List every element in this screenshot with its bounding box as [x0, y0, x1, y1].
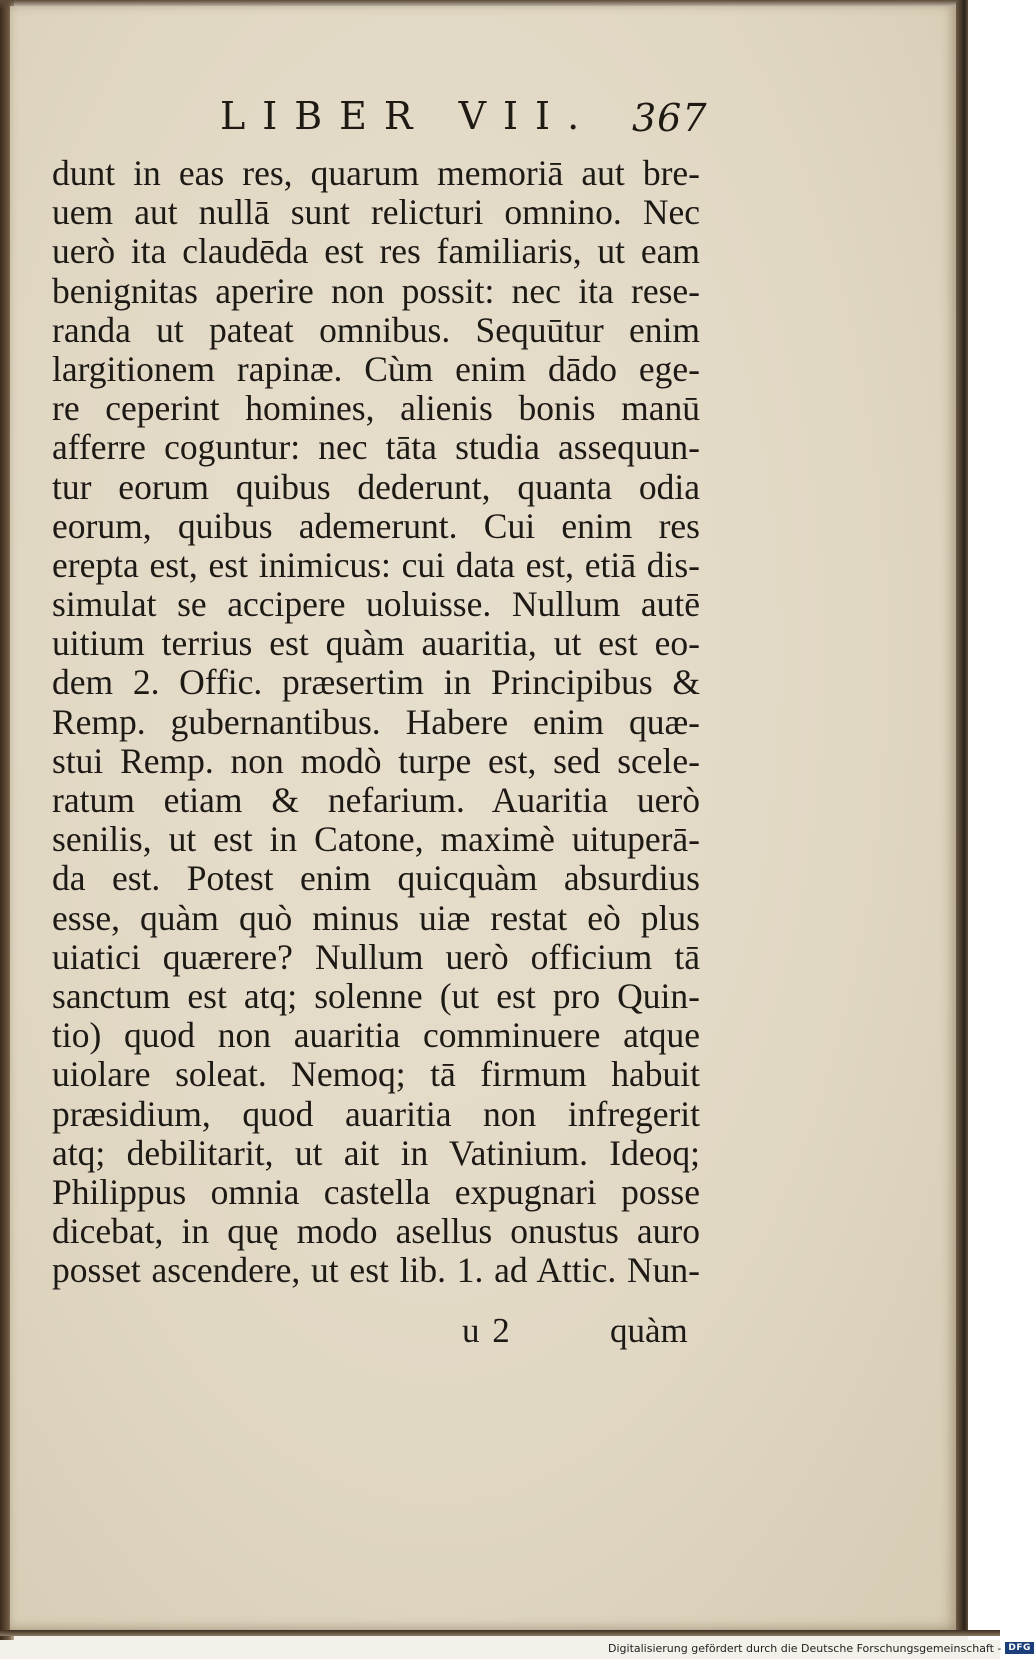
text-line: uiatici quærere? Nullum uerò officium tā — [52, 936, 700, 977]
dfg-logo: DFG — [1005, 1642, 1034, 1654]
text-line: eorum, quibus ademerunt. Cui enim res — [52, 505, 700, 546]
paper-page — [10, 6, 956, 1632]
text-line: præsidium, quod auaritia non infregerit — [52, 1093, 700, 1134]
text-line: randa ut pateat omnibus. Sequūtur enim — [52, 309, 700, 350]
text-line: ratum etiam & nefarium. Auaritia uerò — [52, 780, 700, 820]
text-line: uem aut nullā sunt relicturi omnino. Nec — [52, 192, 700, 233]
signature-mark: u 2 — [462, 1311, 512, 1350]
text-line: dunt in eas res, quarum memoriā aut bre- — [52, 153, 700, 193]
running-head: LIBER VII. — [220, 94, 597, 138]
text-line: stui Remp. non modò turpe est, sed scele- — [52, 740, 700, 781]
text-line: uiolare soleat. Nemoq; tā firmum habuit — [52, 1054, 700, 1095]
text-line: benignitas aperire non possit: nec ita rese- — [52, 270, 700, 311]
digitization-credit — [608, 1640, 1034, 1656]
catchline — [10, 1311, 710, 1355]
page-header — [10, 94, 710, 150]
text-line: erepta est, est inimicus: cui data est, etiā dis- — [52, 544, 700, 585]
text-line: uerò ita claudēda est res familiaris, ut eam — [52, 231, 700, 272]
page-number: 367 — [632, 96, 708, 140]
text-line: dem 2. Offic. præsertim in Principibus & — [52, 662, 700, 703]
credit-text: Digitalisierung gefördert durch die Deutsche Forschungsgemeinschaft - — [608, 1641, 1002, 1655]
text-line: Remp. gubernantibus. Habere enim quæ- — [52, 701, 700, 742]
text-line: da est. Potest enim quicquàm absurdius — [52, 858, 700, 899]
text-line: Philippus omnia castella expugnari posse — [52, 1171, 700, 1212]
text-line: senilis, ut est in Catone, maximè uituperā- — [52, 819, 700, 860]
text-line: sanctum est atq; solenne (ut est pro Quin- — [52, 975, 700, 1016]
text-line: afferre coguntur: nec tāta studia assequun- — [52, 427, 700, 468]
text-line: dicebat, in quę modo asellus onustus auro — [52, 1211, 700, 1252]
text-line: uitium terrius est quàm auaritia, ut est eo- — [52, 623, 700, 664]
catchword: quàm — [610, 1311, 688, 1350]
text-line: posset ascendere, ut est lib. 1. ad Attic. Nun- — [52, 1250, 700, 1291]
body-text-block — [52, 154, 712, 1290]
bottom-edge — [0, 1630, 1000, 1636]
text-line: esse, quàm quò minus uiæ restat eò plus — [52, 897, 700, 938]
text-line: re ceperint homines, alienis bonis manū — [52, 388, 700, 429]
text-line: simulat se accipere uoluisse. Nullum autē — [52, 584, 700, 625]
text-line: atq; debilitarit, ut ait in Vatinium. Ideoq; — [52, 1132, 700, 1173]
text-line: tio) quod non auaritia comminuere atque — [52, 1015, 700, 1056]
text-line: tur eorum quibus dederunt, quanta odia — [52, 466, 700, 507]
right-margin — [968, 0, 1000, 1640]
text-line: largitionem rapinæ. Cùm enim dādo ege- — [52, 348, 700, 389]
binding-right-edge — [956, 0, 968, 1636]
